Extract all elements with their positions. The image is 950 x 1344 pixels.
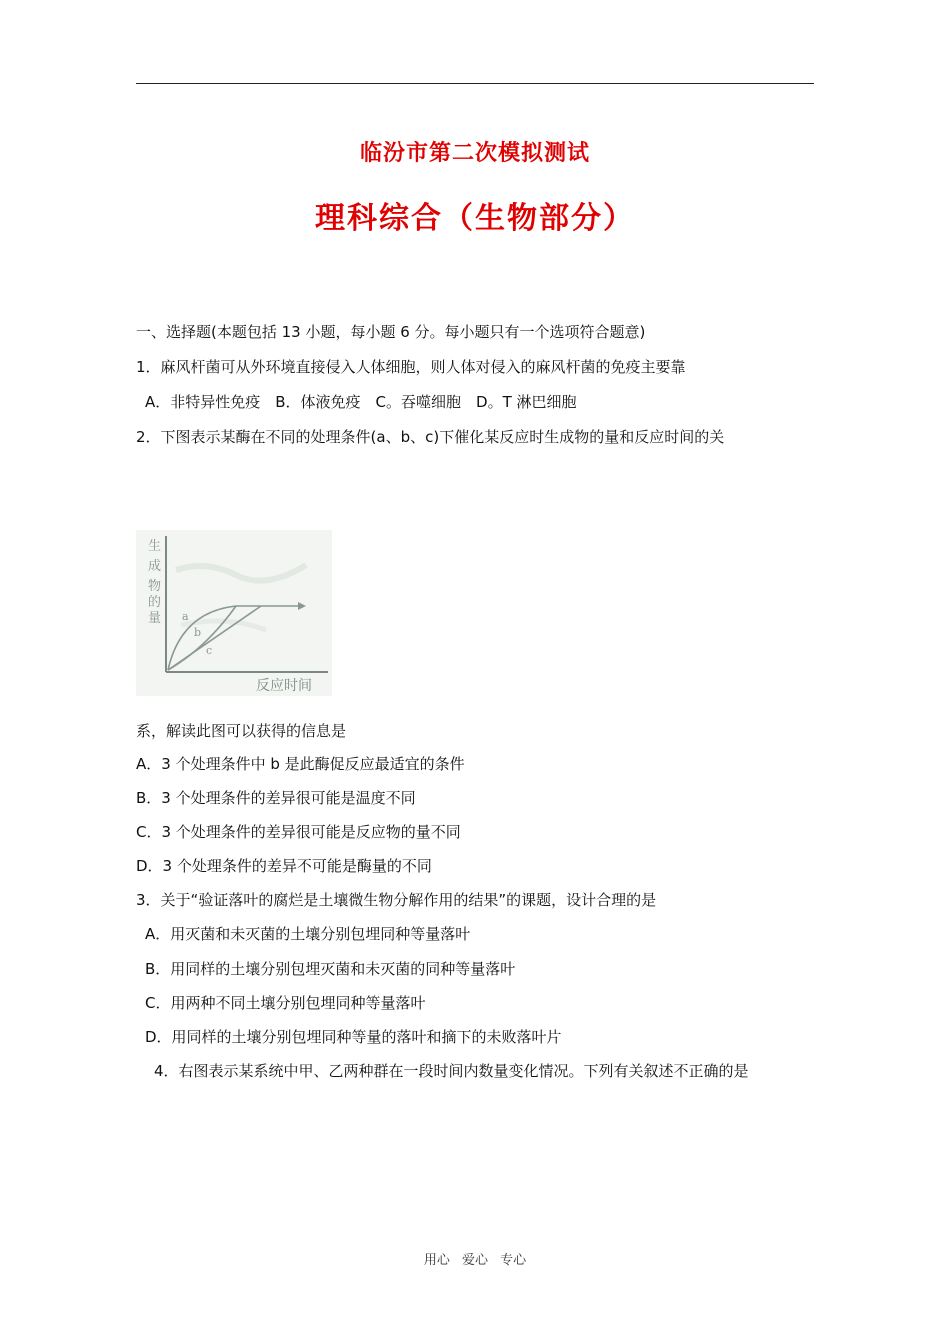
question-3-stem: 3．关于“验证落叶的腐烂是土壤微生物分解作用的结果”的课题，设计合理的是 bbox=[136, 891, 657, 909]
header-rule bbox=[136, 83, 814, 84]
enzyme-reaction-figure bbox=[136, 530, 332, 696]
question-2-option-a: A．3 个处理条件中 b 是此酶促反应最适宜的条件 bbox=[136, 755, 465, 773]
exam-title: 临汾市第二次模拟测试 bbox=[359, 141, 590, 166]
question-2-stem-continued: 系，解读此图可以获得的信息是 bbox=[136, 722, 347, 740]
question-3-option-d: D．用同样的土壤分别包埋同种等量的落叶和摘下的未败落叶片 bbox=[145, 1028, 562, 1046]
question-3-option-b: B．用同样的土壤分别包埋灭菌和未灭菌的同种等量落叶 bbox=[145, 960, 516, 978]
enzyme-reaction-chart bbox=[136, 530, 332, 696]
question-1-stem: 1．麻风杆菌可从外环境直接侵入人体细胞，则人体对侵入的麻风杆菌的免疫主要靠 bbox=[136, 358, 686, 376]
ylabel-char: 物 bbox=[148, 579, 162, 594]
question-2-option-d: D．3 个处理条件的差异不可能是酶量的不同 bbox=[136, 857, 432, 875]
exam-subtitle: 理科综合（生物部分） bbox=[315, 201, 635, 236]
question-3-option-c: C．用两种不同土壤分别包埋同种等量落叶 bbox=[145, 994, 426, 1012]
question-4-stem: 4．右图表示某系统中甲、乙两种群在一段时间内数量变化情况。下列有关叙述不正确的是 bbox=[154, 1062, 749, 1080]
ylabel-char: 成 bbox=[148, 559, 162, 574]
question-2-option-b: B．3 个处理条件的差异很可能是温度不同 bbox=[136, 789, 416, 807]
curve-label-c: c bbox=[206, 644, 213, 657]
xlabel: 反应时间 bbox=[256, 678, 312, 694]
footer-item: 专心 bbox=[500, 1253, 527, 1268]
question-2-stem: 2．下图表示某酶在不同的处理条件(a、b、c)下催化某反应时生成物的量和反应时间的关 bbox=[136, 428, 725, 446]
question-2-option-c: C．3 个处理条件的差异很可能是反应物的量不同 bbox=[136, 823, 461, 841]
ylabel-char: 量 bbox=[148, 611, 162, 626]
footer-item: 爱心 bbox=[461, 1253, 488, 1268]
curve-label-b: b bbox=[194, 626, 202, 639]
question-1-options: A．非特异性免疫 B．体液免疫 C。吞噬细胞 D。T 淋巴细胞 bbox=[145, 393, 577, 411]
footer-item: 用心 bbox=[423, 1253, 450, 1268]
section-heading: 一、选择题(本题包括 13 小题，每小题 6 分。每小题只有一个选项符合题意) bbox=[136, 323, 646, 341]
ylabel-char: 的 bbox=[148, 595, 162, 610]
question-3-option-a: A．用灭菌和未灭菌的土壤分别包埋同种等量落叶 bbox=[145, 925, 471, 943]
page-footer bbox=[0, 1249, 950, 1268]
curve-label-a: a bbox=[182, 610, 189, 623]
ylabel-char: 生 bbox=[148, 539, 162, 554]
